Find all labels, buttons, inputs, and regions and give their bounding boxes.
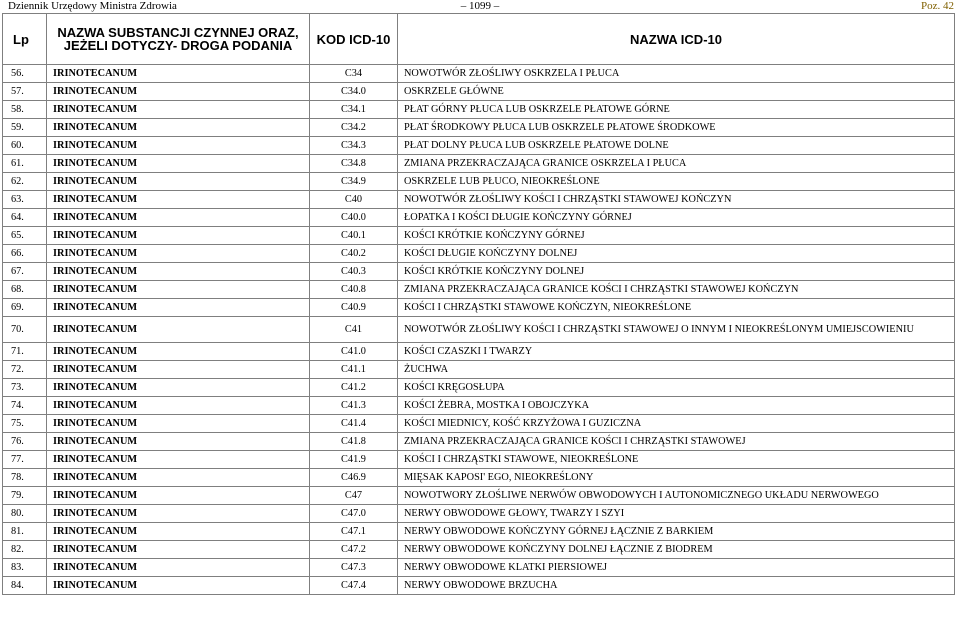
row-code: C41.9 <box>310 451 398 469</box>
row-substance: IRINOTECANUM <box>47 263 310 281</box>
row-lp: 84. <box>3 577 47 595</box>
row-substance: IRINOTECANUM <box>47 155 310 173</box>
table-row <box>3 245 955 263</box>
row-lp: 71. <box>3 343 47 361</box>
row-lp: 74. <box>3 397 47 415</box>
row-lp: 78. <box>3 469 47 487</box>
row-lp: 67. <box>3 263 47 281</box>
row-code: C34.1 <box>310 101 398 119</box>
row-code: C46.9 <box>310 469 398 487</box>
row-name: OSKRZELE LUB PŁUCO, NIEOKREŚLONE <box>398 173 955 191</box>
row-name: KOŚCI CZASZKI I TWARZY <box>398 343 955 361</box>
table-row <box>3 541 955 559</box>
row-lp: 56. <box>3 65 47 83</box>
table-row <box>3 415 955 433</box>
row-substance: IRINOTECANUM <box>47 227 310 245</box>
row-substance: IRINOTECANUM <box>47 191 310 209</box>
row-lp: 79. <box>3 487 47 505</box>
row-lp: 61. <box>3 155 47 173</box>
row-lp: 77. <box>3 451 47 469</box>
row-name: PŁAT ŚRODKOWY PŁUCA LUB OSKRZELE PŁATOWE ŚRODKOWE <box>398 119 955 137</box>
table-body <box>3 65 955 595</box>
row-substance: IRINOTECANUM <box>47 577 310 595</box>
row-substance: IRINOTECANUM <box>47 415 310 433</box>
row-name: PŁAT GÓRNY PŁUCA LUB OSKRZELE PŁATOWE GÓRNE <box>398 101 955 119</box>
row-name: KOŚCI I CHRZĄSTKI STAWOWE KOŃCZYN, NIEOKREŚLONE <box>398 299 955 317</box>
table-row <box>3 317 955 343</box>
row-substance: IRINOTECANUM <box>47 299 310 317</box>
row-name: NERWY OBWODOWE KOŃCZYNY DOLNEJ ŁĄCZNIE Z BIODREM <box>398 541 955 559</box>
row-name: KOŚCI I CHRZĄSTKI STAWOWE, NIEOKREŚLONE <box>398 451 955 469</box>
row-code: C34.8 <box>310 155 398 173</box>
table-row <box>3 299 955 317</box>
row-name: ŻUCHWA <box>398 361 955 379</box>
table-row <box>3 191 955 209</box>
row-code: C34.3 <box>310 137 398 155</box>
table-row <box>3 577 955 595</box>
row-lp: 66. <box>3 245 47 263</box>
row-name: ZMIANA PRZEKRACZAJĄCA GRANICE KOŚCI I CHRZĄSTKI STAWOWEJ KOŃCZYN <box>398 281 955 299</box>
table-row <box>3 559 955 577</box>
row-lp: 62. <box>3 173 47 191</box>
row-substance: IRINOTECANUM <box>47 487 310 505</box>
table-row <box>3 173 955 191</box>
row-substance: IRINOTECANUM <box>47 245 310 263</box>
row-substance: IRINOTECANUM <box>47 433 310 451</box>
row-lp: 73. <box>3 379 47 397</box>
row-lp: 70. <box>3 317 47 343</box>
row-name: PŁAT DOLNY PŁUCA LUB OSKRZELE PŁATOWE DOLNE <box>398 137 955 155</box>
row-lp: 83. <box>3 559 47 577</box>
row-code: C47.3 <box>310 559 398 577</box>
row-lp: 75. <box>3 415 47 433</box>
row-substance: IRINOTECANUM <box>47 379 310 397</box>
row-substance: IRINOTECANUM <box>47 343 310 361</box>
table-row <box>3 155 955 173</box>
table-row <box>3 281 955 299</box>
row-code: C40.9 <box>310 299 398 317</box>
row-code: C40.1 <box>310 227 398 245</box>
row-code: C47 <box>310 487 398 505</box>
row-substance: IRINOTECANUM <box>47 317 310 343</box>
row-lp: 69. <box>3 299 47 317</box>
row-lp: 72. <box>3 361 47 379</box>
table-row <box>3 83 955 101</box>
table-row <box>3 469 955 487</box>
row-lp: 68. <box>3 281 47 299</box>
table-row <box>3 433 955 451</box>
row-name: KOŚCI KRĘGOSŁUPA <box>398 379 955 397</box>
row-substance: IRINOTECANUM <box>47 451 310 469</box>
row-substance: IRINOTECANUM <box>47 505 310 523</box>
header-name: NAZWA ICD-10 <box>398 14 955 65</box>
row-substance: IRINOTECANUM <box>47 541 310 559</box>
header-lp: Lp <box>3 14 47 65</box>
row-code: C47.1 <box>310 523 398 541</box>
row-substance: IRINOTECANUM <box>47 119 310 137</box>
row-name: ŁOPATKA I KOŚCI DŁUGIE KOŃCZYNY GÓRNEJ <box>398 209 955 227</box>
row-substance: IRINOTECANUM <box>47 173 310 191</box>
table-row <box>3 227 955 245</box>
row-name: NERWY OBWODOWE GŁOWY, TWARZY I SZYI <box>398 505 955 523</box>
row-lp: 65. <box>3 227 47 245</box>
page-header <box>0 0 960 13</box>
table-row <box>3 65 955 83</box>
header-substance: NAZWA SUBSTANCJI CZYNNEJ ORAZ, JEŻELI DOTYCZY- DROGA PODANIA <box>47 14 310 65</box>
row-name: NOWOTWORY ZŁOŚLIWE NERWÓW OBWODOWYCH I AUTONOMICZNEGO UKŁADU NERWOWEGO <box>398 487 955 505</box>
row-code: C34.0 <box>310 83 398 101</box>
row-code: C41.1 <box>310 361 398 379</box>
table-row <box>3 209 955 227</box>
row-name: ZMIANA PRZEKRACZAJĄCA GRANICE OSKRZELA I PŁUCA <box>398 155 955 173</box>
row-code: C34.9 <box>310 173 398 191</box>
row-lp: 57. <box>3 83 47 101</box>
row-name: MIĘSAK KAPOSI' EGO, NIEOKREŚLONY <box>398 469 955 487</box>
row-substance: IRINOTECANUM <box>47 281 310 299</box>
row-code: C47.0 <box>310 505 398 523</box>
row-code: C34.2 <box>310 119 398 137</box>
row-lp: 76. <box>3 433 47 451</box>
page-number: – 1099 – <box>460 0 500 12</box>
row-code: C41.4 <box>310 415 398 433</box>
row-code: C40.0 <box>310 209 398 227</box>
table-header-row <box>3 14 955 65</box>
position-number: Poz. 42 <box>921 0 954 12</box>
row-name: ZMIANA PRZEKRACZAJĄCA GRANICE KOŚCI I CHRZĄSTKI STAWOWEJ <box>398 433 955 451</box>
row-name: NOWOTWÓR ZŁOŚLIWY KOŚCI I CHRZĄSTKI STAWOWEJ KOŃCZYN <box>398 191 955 209</box>
table-row <box>3 263 955 281</box>
row-substance: IRINOTECANUM <box>47 397 310 415</box>
row-name: NOWOTWÓR ZŁOŚLIWY OSKRZELA I PŁUCA <box>398 65 955 83</box>
row-lp: 58. <box>3 101 47 119</box>
row-code: C47.2 <box>310 541 398 559</box>
row-code: C40.2 <box>310 245 398 263</box>
row-name: KOŚCI MIEDNICY, KOŚĆ KRZYŻOWA I GUZICZNA <box>398 415 955 433</box>
table-row <box>3 523 955 541</box>
row-substance: IRINOTECANUM <box>47 209 310 227</box>
row-substance: IRINOTECANUM <box>47 101 310 119</box>
table-row <box>3 487 955 505</box>
row-code: C40.3 <box>310 263 398 281</box>
row-substance: IRINOTECANUM <box>47 523 310 541</box>
row-name: KOŚCI KRÓTKIE KOŃCZYNY DOLNEJ <box>398 263 955 281</box>
table-row <box>3 505 955 523</box>
row-code: C41.8 <box>310 433 398 451</box>
row-lp: 80. <box>3 505 47 523</box>
row-substance: IRINOTECANUM <box>47 137 310 155</box>
table-row <box>3 361 955 379</box>
icd-table <box>2 13 955 595</box>
row-lp: 82. <box>3 541 47 559</box>
journal-title: Dziennik Urzędowy Ministra Zdrowia <box>8 0 177 12</box>
row-code: C41.2 <box>310 379 398 397</box>
row-name: NERWY OBWODOWE KOŃCZYNY GÓRNEJ ŁĄCZNIE Z BARKIEM <box>398 523 955 541</box>
row-code: C41 <box>310 317 398 343</box>
table-row <box>3 119 955 137</box>
table-row <box>3 451 955 469</box>
row-name: OSKRZELE GŁÓWNE <box>398 83 955 101</box>
row-name: KOŚCI KRÓTKIE KOŃCZYNY GÓRNEJ <box>398 227 955 245</box>
row-name: NERWY OBWODOWE BRZUCHA <box>398 577 955 595</box>
row-substance: IRINOTECANUM <box>47 559 310 577</box>
row-substance: IRINOTECANUM <box>47 469 310 487</box>
table-row <box>3 379 955 397</box>
table-row <box>3 137 955 155</box>
row-name: NOWOTWÓR ZŁOŚLIWY KOŚCI I CHRZĄSTKI STAWOWEJ O INNYM I NIEOKREŚLONYM UMIEJSCOWIENIU <box>398 317 955 343</box>
row-code: C34 <box>310 65 398 83</box>
row-code: C47.4 <box>310 577 398 595</box>
row-lp: 81. <box>3 523 47 541</box>
table-row <box>3 101 955 119</box>
row-lp: 59. <box>3 119 47 137</box>
row-code: C41.3 <box>310 397 398 415</box>
table-row <box>3 397 955 415</box>
row-code: C40 <box>310 191 398 209</box>
row-code: C41.0 <box>310 343 398 361</box>
row-code: C40.8 <box>310 281 398 299</box>
row-lp: 60. <box>3 137 47 155</box>
row-substance: IRINOTECANUM <box>47 65 310 83</box>
header-code: KOD ICD-10 <box>310 14 398 65</box>
row-substance: IRINOTECANUM <box>47 361 310 379</box>
row-name: NERWY OBWODOWE KLATKI PIERSIOWEJ <box>398 559 955 577</box>
row-lp: 64. <box>3 209 47 227</box>
table-row <box>3 343 955 361</box>
row-lp: 63. <box>3 191 47 209</box>
row-name: KOŚCI ŻEBRA, MOSTKA I OBOJCZYKA <box>398 397 955 415</box>
row-substance: IRINOTECANUM <box>47 83 310 101</box>
row-name: KOŚCI DŁUGIE KOŃCZYNY DOLNEJ <box>398 245 955 263</box>
